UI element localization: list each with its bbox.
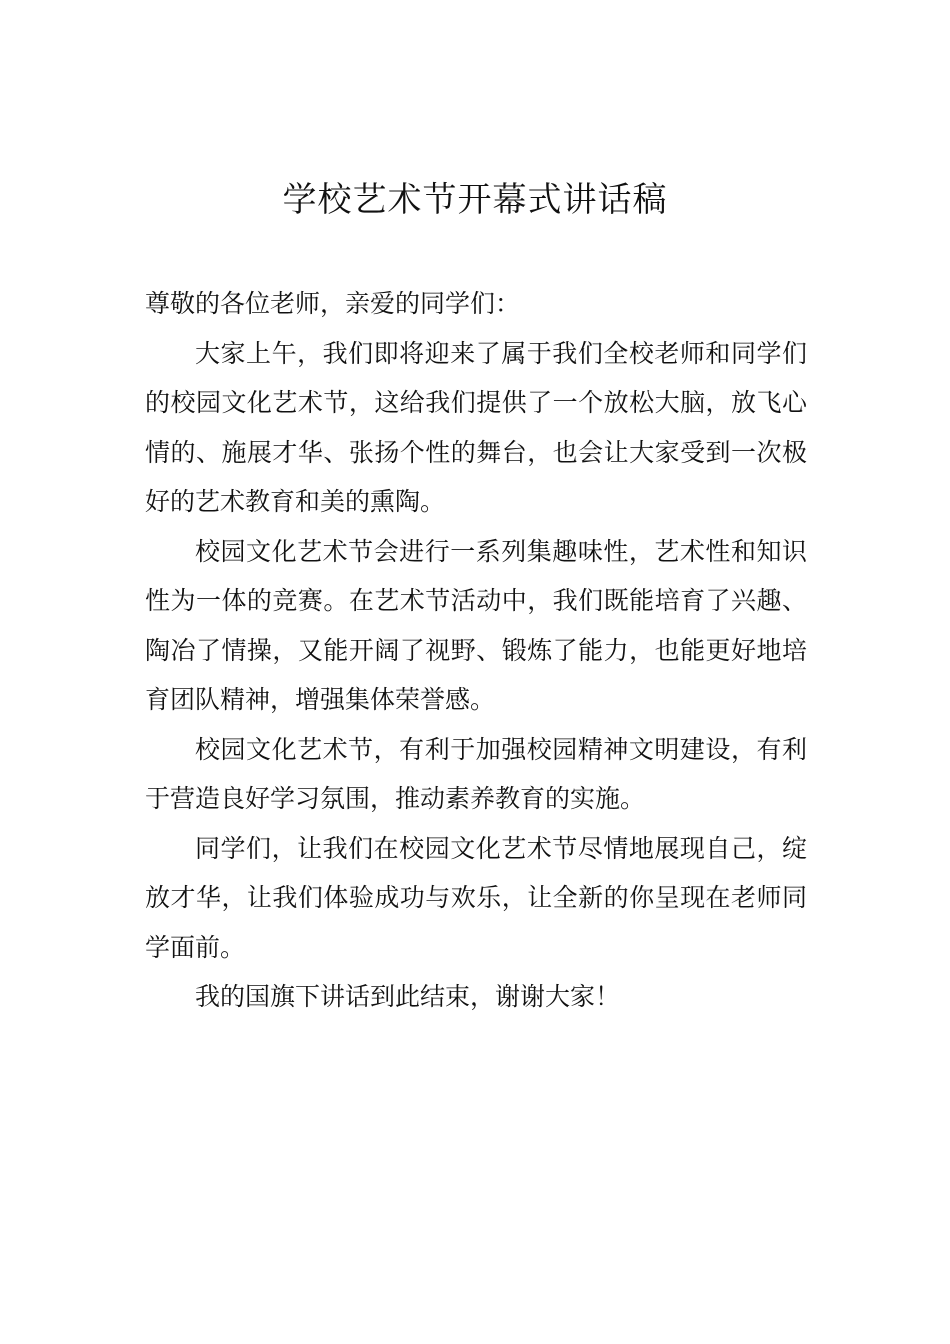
document-body xyxy=(145,279,807,1022)
paragraph-5: 我的国旗下讲话到此结束，谢谢大家！ xyxy=(195,982,621,1011)
salutation: 尊敬的各位老师，亲爱的同学们： xyxy=(145,289,521,318)
document-title: 学校艺术节开幕式讲话稿 xyxy=(282,180,668,220)
paragraph-1: 大家上午，我们即将迎来了属于我们全校老师和同学们的校园文化艺术节，这给我们提供了一个放松大脑，放飞心情的、施展才华、张扬个性的舞台，也会让大家受到一次极好的艺术教育和美的熏陶。 xyxy=(145,338,807,516)
paragraph-2: 校园文化艺术节会进行一系列集趣味性，艺术性和知识性为一体的竞赛。在艺术节活动中，我们既能培育了兴趣、陶冶了情操，又能开阔了视野、锻炼了能力，也能更好地培育团队精神，增强集体荣誉感。 xyxy=(145,536,807,714)
paragraph-4: 同学们，让我们在校园文化艺术节尽情地展现自己，绽放才华，让我们体验成功与欢乐，让全新的你呈现在老师同学面前。 xyxy=(145,833,807,962)
paragraph-3: 校园文化艺术节，有利于加强校园精神文明建设，有利于营造良好学习氛围，推动素养教育的实施。 xyxy=(145,734,807,813)
